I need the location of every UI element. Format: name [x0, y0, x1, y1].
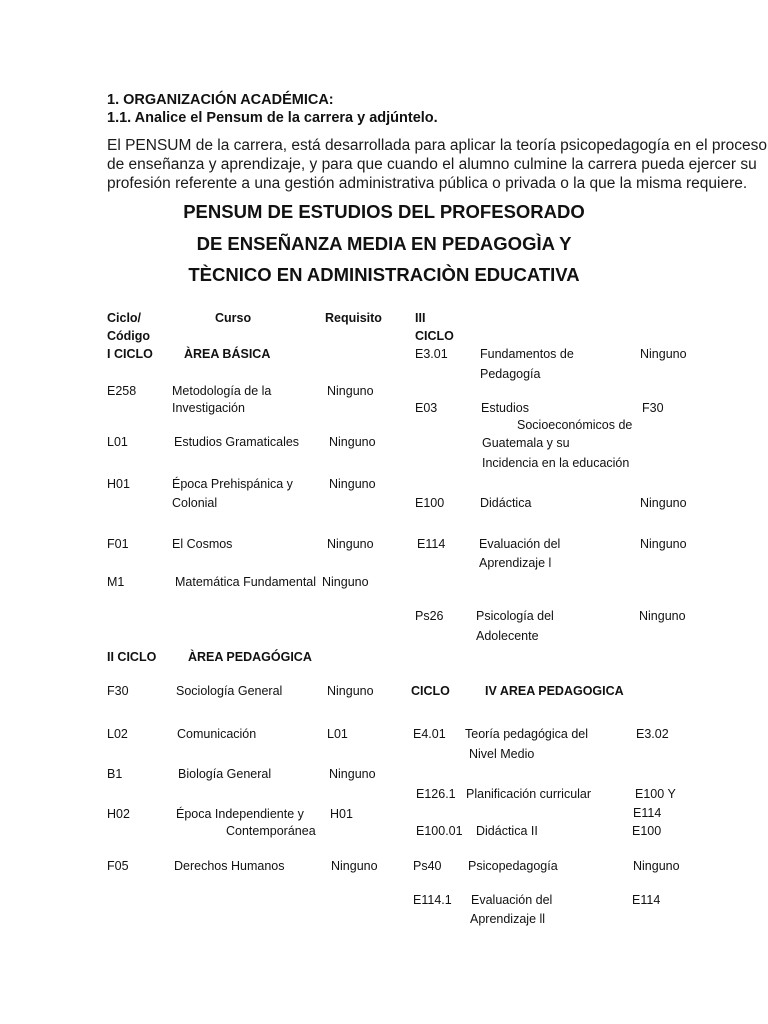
course-requisite: Ninguno [329, 435, 376, 449]
course-name-cont: Investigación [172, 401, 245, 415]
course-name-cont: Incidencia en la educación [482, 456, 630, 470]
ciclo-3-label-2: CICLO [415, 329, 454, 343]
course-requisite: Ninguno [327, 684, 374, 698]
course-name: El Cosmos [172, 537, 233, 551]
course-code: F30 [107, 684, 129, 698]
intro-line-1: El PENSUM de la carrera, está desarrollada para aplicar la teoría psicopedagogía en el proceso [107, 137, 767, 154]
course-requisite: Ninguno [633, 859, 680, 873]
course-code: E3.01 [415, 347, 448, 361]
course-name: Psicopedagogía [468, 859, 558, 873]
course-requisite-cont: E114 [633, 806, 662, 820]
ciclo-4-label: CICLO [411, 684, 450, 698]
ciclo-4-area: IV AREA PEDAGOGICA [485, 684, 624, 698]
course-code: L02 [107, 727, 128, 741]
course-name-cont: Nivel Medio [469, 747, 535, 761]
course-name: Teoría pedagógica del [465, 727, 589, 741]
course-name-cont: Aprendizaje ll [470, 912, 546, 926]
course-requisite: E100 [632, 824, 662, 838]
course-code: E100 [415, 496, 445, 510]
course-code: Ps40 [413, 859, 442, 873]
course-code: E126.1 [416, 787, 456, 801]
course-code: E4.01 [413, 727, 446, 741]
course-name: Comunicación [177, 727, 257, 741]
course-requisite: F30 [642, 401, 664, 415]
course-name-cont: Pedagogía [480, 367, 541, 381]
header-codigo: Código [107, 329, 151, 343]
course-requisite: E114 [632, 893, 661, 907]
course-code: E03 [415, 401, 438, 415]
course-requisite: Ninguno [327, 384, 374, 398]
course-code: E114 [417, 537, 446, 551]
course-code: Ps26 [415, 609, 444, 623]
course-name: Fundamentos de [480, 347, 574, 361]
course-requisite: E3.02 [636, 727, 669, 741]
course-code: L01 [107, 435, 128, 449]
header-ciclo: Ciclo/ [107, 311, 142, 325]
course-code: F01 [107, 537, 129, 551]
course-requisite: E100 Y [635, 787, 676, 801]
course-code: M1 [107, 575, 125, 589]
course-name: Matemática Fundamental [175, 575, 317, 589]
course-name: Didáctica II [476, 824, 538, 838]
course-name-cont: Aprendizaje l [479, 556, 552, 570]
course-name: Época Prehispánica y [172, 477, 293, 491]
course-name: Época Independiente y [176, 807, 304, 821]
course-requisite: Ninguno [639, 609, 686, 623]
ciclo-3-label-1: III [415, 311, 426, 325]
course-name: Evaluación del [471, 893, 553, 907]
course-requisite: L01 [327, 727, 348, 741]
intro-line-3: profesión referente a una gestión administrativa pública o privada o la que la misma requiere. [107, 175, 748, 192]
section-heading: 1. ORGANIZACIÓN ACADÉMICA: [107, 92, 334, 108]
course-name-cont: Guatemala y su [482, 436, 570, 450]
course-requisite: Ninguno [640, 537, 687, 551]
course-code: F05 [107, 859, 129, 873]
pensum-title-line-1: PENSUM DE ESTUDIOS DEL PROFESORADO [183, 201, 585, 222]
course-requisite: Ninguno [327, 537, 374, 551]
course-code: H02 [107, 807, 130, 821]
subsection-heading: 1.1. Analice el Pensum de la carrera y adjúntelo. [107, 110, 438, 126]
course-name-cont: Socioeconómicos de [517, 418, 633, 432]
header-curso: Curso [215, 311, 252, 325]
course-requisite: Ninguno [331, 859, 378, 873]
pensum-title-line-2: DE ENSEÑANZA MEDIA EN PEDAGOGÌA Y [196, 233, 572, 254]
course-requisite: Ninguno [640, 347, 687, 361]
course-requisite: H01 [330, 807, 353, 821]
ciclo-1-label: I CICLO [107, 347, 153, 361]
header-requisito: Requisito [325, 311, 382, 325]
course-name: Metodología de la [172, 384, 272, 398]
course-name: Estudios [481, 401, 529, 415]
course-requisite: Ninguno [329, 767, 376, 781]
ciclo-2-area: ÀREA PEDAGÓGICA [188, 650, 312, 664]
course-name: Planificación curricular [466, 787, 592, 801]
course-name-cont: Contemporánea [226, 824, 316, 838]
ciclo-2-label: II CICLO [107, 650, 157, 664]
course-name-cont: Colonial [172, 496, 218, 510]
course-code: B1 [107, 767, 123, 781]
pensum-title-line-3: TÈCNICO EN ADMINISTRACIÒN EDUCATIVA [188, 264, 580, 285]
intro-line-2: de enseñanza y aprendizaje, y para que cuando el alumno culmine la carrera pueda ejercer su [107, 156, 757, 173]
course-name: Didáctica [480, 496, 532, 510]
course-name-cont: Adolecente [476, 629, 539, 643]
course-requisite: Ninguno [329, 477, 376, 491]
course-name: Derechos Humanos [174, 859, 285, 873]
course-code: E258 [107, 384, 137, 398]
course-requisite: Ninguno [640, 496, 687, 510]
course-code: E114.1 [413, 893, 452, 907]
course-code: H01 [107, 477, 130, 491]
course-code: E100.01 [416, 824, 463, 838]
course-name: Biología General [178, 767, 272, 781]
course-name: Estudios Gramaticales [174, 435, 300, 449]
course-requisite: Ninguno [322, 575, 369, 589]
course-name: Sociología General [176, 684, 283, 698]
ciclo-1-area: ÀREA BÁSICA [184, 347, 271, 361]
course-name: Psicología del [476, 609, 554, 623]
course-name: Evaluación del [479, 537, 561, 551]
